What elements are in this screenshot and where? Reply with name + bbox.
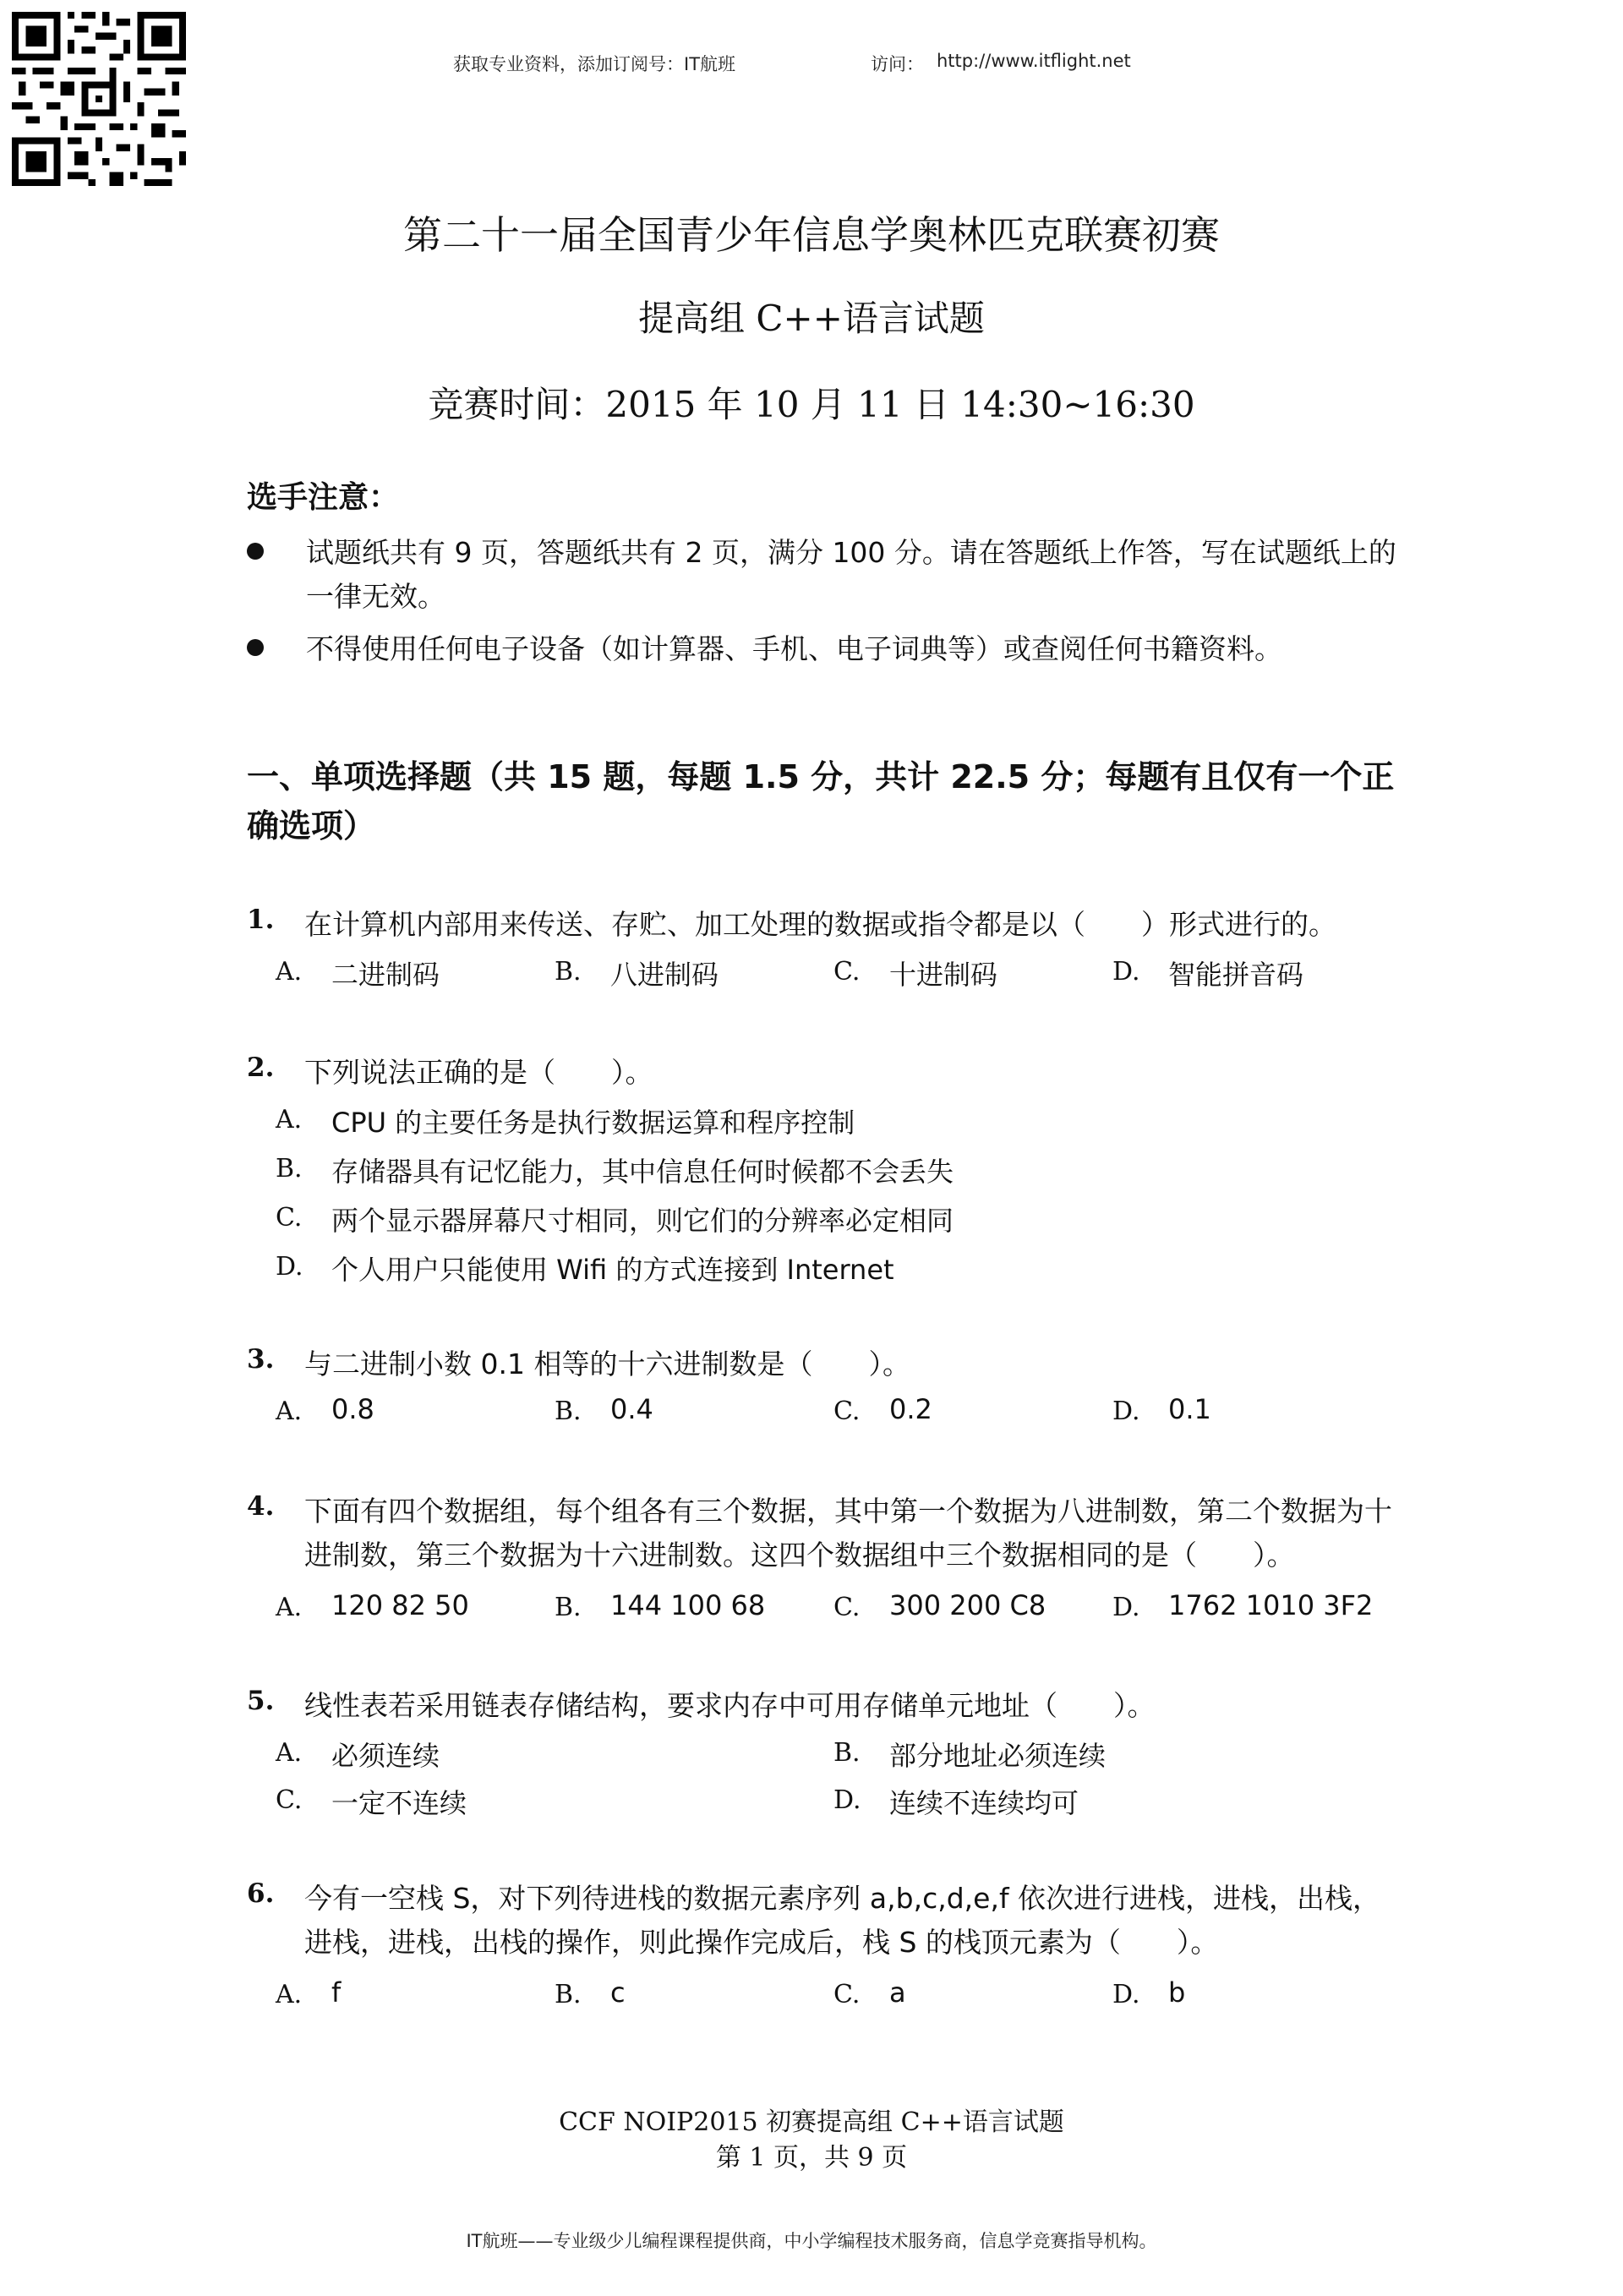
option-text: 1762 1010 3F2	[1168, 1589, 1374, 1621]
option-label: C.	[833, 1980, 861, 2009]
option-text: b	[1168, 1976, 1186, 2009]
exam-time: 竞赛时间：2015 年 10 月 11 日 14:30~16:30	[428, 384, 1195, 425]
option-label: C.	[833, 957, 861, 987]
option-label: B.	[555, 1593, 582, 1622]
option-text: 144 100 68	[610, 1589, 766, 1621]
option-label: D.	[1112, 1980, 1140, 2009]
option-text: 八进制码	[610, 959, 719, 991]
option-label: B.	[555, 1980, 582, 2009]
option-text: f	[331, 1976, 342, 2009]
question-5	[247, 1684, 1430, 1828]
question-6	[247, 1877, 1430, 2029]
option-text: 0.4	[610, 1393, 653, 1425]
option-text: 120 82 50	[331, 1589, 469, 1621]
option-label: B.	[555, 957, 582, 987]
bullet-icon	[247, 639, 264, 656]
option-text: 0.2	[889, 1393, 932, 1425]
option-label: D.	[1112, 1593, 1140, 1622]
option-text: 存储器具有记忆能力，其中信息任何时候都不会丢失	[331, 1156, 954, 1188]
notice-item-text: 不得使用任何电子设备（如计算器、手机、电子词典等）或查阅任何书籍资料。	[306, 632, 1282, 665]
notice-heading: 选手注意：	[247, 480, 400, 515]
option-text: 两个显示器屏幕尺寸相同，则它们的分辨率必定相同	[331, 1205, 954, 1237]
option-label: C.	[833, 1593, 861, 1622]
option-text: 0.8	[331, 1393, 374, 1425]
question-4	[247, 1490, 1430, 1642]
option-text: 智能拼音码	[1168, 959, 1304, 991]
question-text: 在计算机内部用来传送、存贮、加工处理的数据或指令都是以（ ）形式进行的。	[304, 908, 1336, 941]
question-1	[247, 903, 1430, 1004]
footer-promo-text: IT航班——专业级少儿编程课程提供商，中小学编程技术服务商，信息学竞赛指导机构。	[466, 2231, 1157, 2251]
option-text: 十进制码	[889, 959, 998, 991]
question-text: 与二进制小数 0.1 相等的十六进制数是（ ）。	[304, 1348, 910, 1380]
page-footer-title: CCF NOIP2015 初赛提高组 C++语言试题	[559, 2107, 1064, 2137]
page-number: 第 1 页，共 9 页	[715, 2143, 908, 2173]
section-heading: 一、单项选择题（共 15 题，每题 1.5 分，共计 22.5 分；每题有且仅有一个正确选项）	[247, 758, 1395, 845]
header-url-link[interactable]: http://www.itflight.net	[937, 51, 1131, 71]
header-left-text: 获取专业资料，添加订阅号：IT航班	[453, 54, 736, 74]
question-text: 下面有四个数据组，每个组各有三个数据，其中第一个数据为八进制数，第二个数据为十进制数，第三个数据为十六进制数。这四个数据组中三个数据相同的是（ ）。	[304, 1495, 1392, 1572]
notice-item-text: 试题纸共有 9 页，答题纸共有 2 页，满分 100 分。请在答题纸上作答，写在试题纸上的一律无效。	[306, 536, 1396, 613]
notice-item	[247, 531, 1396, 624]
question-number: 3.	[247, 1344, 275, 1375]
option-text: 300 200 C8	[889, 1589, 1046, 1621]
bullet-icon	[247, 543, 264, 560]
option-label: C.	[276, 1785, 303, 1815]
option-text: 0.1	[1168, 1393, 1211, 1425]
exam-subtitle: 提高组 C++语言试题	[638, 298, 985, 339]
option-text: c	[610, 1976, 626, 2009]
option-label: D.	[833, 1785, 861, 1815]
question-2	[247, 1051, 1430, 1287]
option-label: C.	[833, 1397, 861, 1426]
question-text: 下列说法正确的是（ ）。	[304, 1056, 653, 1089]
question-number: 1.	[247, 905, 275, 935]
question-number: 4.	[247, 1491, 275, 1522]
option-label: A.	[276, 1980, 303, 2009]
question-text: 线性表若采用链表存储结构，要求内存中可用存储单元地址（ ）。	[304, 1689, 1156, 1722]
option-text: a	[889, 1976, 906, 2009]
option-label: D.	[1112, 1397, 1140, 1426]
question-number: 5.	[247, 1686, 275, 1716]
question-number: 2.	[247, 1052, 275, 1083]
option-text: 部分地址必须连续	[889, 1740, 1107, 1772]
option-text: 二进制码	[331, 959, 440, 991]
exam-title: 第二十一届全国青少年信息学奥林匹克联赛初赛	[403, 212, 1220, 258]
option-label: D.	[276, 1252, 303, 1282]
option-label: A.	[276, 1397, 303, 1426]
option-label: A.	[276, 1105, 303, 1134]
option-label: B.	[555, 1397, 582, 1426]
option-label: A.	[276, 1738, 303, 1768]
option-label: A.	[276, 957, 303, 987]
option-label: C.	[276, 1203, 303, 1233]
option-label: A.	[276, 1593, 303, 1622]
option-text: 连续不连续均可	[889, 1787, 1079, 1819]
notice-item	[247, 627, 1396, 675]
option-text: 个人用户只能使用 Wifi 的方式连接到 Internet	[331, 1254, 894, 1286]
option-text: 一定不连续	[331, 1787, 467, 1819]
option-label: B.	[276, 1154, 303, 1184]
option-text: CPU 的主要任务是执行数据运算和程序控制	[331, 1107, 855, 1139]
option-label: B.	[833, 1738, 861, 1768]
option-label: D.	[1112, 957, 1140, 987]
question-text: 今有一空栈 S，对下列待进栈的数据元素序列 a,b,c,d,e,f 依次进行进栈，进栈，出栈，进栈，进栈，出栈的操作，则此操作完成后，栈 S 的栈顶元素为（ ）。	[304, 1882, 1381, 1959]
option-text: 必须连续	[331, 1740, 440, 1772]
question-number: 6.	[247, 1878, 275, 1909]
qr-code-icon	[12, 12, 186, 186]
question-3	[247, 1342, 1430, 1444]
header-visit-label: 访问：	[871, 54, 924, 74]
